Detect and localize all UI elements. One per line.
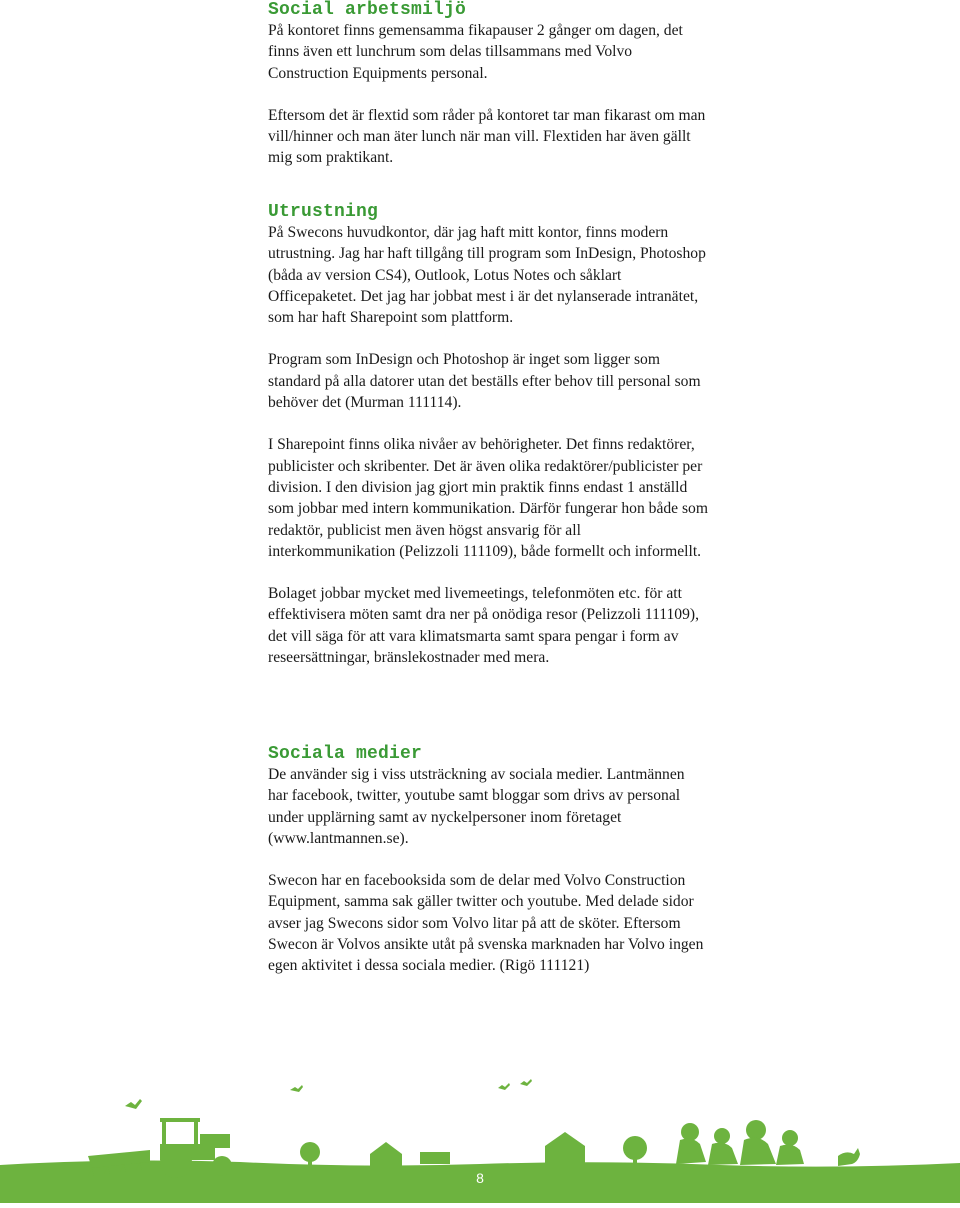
paragraph: På Swecons huvudkontor, där jag haft mitt kontor, finns modern utrustning. Jag har haft tillgång till program som InDesign, Photoshop (båda av version CS4), Outlook, Lotus Notes och såklart Officepaketet. Det jag har jobbat mest i är det nylanserade intranätet, som har haft Sharepoint som plattform. <box>268 224 706 327</box>
section-heading: Utrustning <box>268 202 379 222</box>
paragraph: Swecon har en facebooksida som de delar med Volvo Construction Equipment, samma sak gäller twitter och youtube. Med delade sidor avser jag Swecons sidor som Volvo litar på att de sköter. Eftersom Swecon är Volvos ansikte utåt på svenska marknaden har Volvo ingen egen aktivitet i dessa sociala medier. (Rigö 111121) <box>268 872 704 975</box>
paragraph: I Sharepoint finns olika nivåer av behörigheter. Det finns redaktörer, publicister och skribenter. Det är även olika redaktörer/publicister per division. I den division jag gjort min praktik finns endast 1 anställd som jobbar med intern kommunikation. Därför fungerar hon både som redaktör, publicist men även högst ansvarig för all interkommunikation (Pelizzoli 111109), både formellt och informellt. <box>268 436 708 560</box>
paragraph: Eftersom det är flextid som råder på kontoret tar man fikarast om man vill/hinner och man äter lunch när man vill. Flextiden har även gällt mig som praktikant. <box>268 106 706 167</box>
section-heading: Sociala medier <box>268 744 423 764</box>
paragraph: Program som InDesign och Photoshop är inget som ligger som standard på alla datorer utan det beställs efter behov till personal som behöver det (Murman 111114). <box>268 351 701 412</box>
paragraph: På kontoret finns gemensamma fikapauser 2 gånger om dagen, det finns även ett lunchrum som delas tillsammans med Volvo Construction Equipments personal. <box>268 22 683 82</box>
paragraph: De använder sig i viss utsträckning av sociala medier. Lantmännen har facebook, twitter, youtube samt bloggar som drivs av personal under upplärning samt av nyckelpersoner inom företaget (www.lantmannen.se). <box>268 766 685 847</box>
section-sociala-medier <box>268 744 708 977</box>
page-number: 8 <box>476 1170 484 1186</box>
paragraph: Bolaget jobbar mycket med livemeetings, telefonmöten etc. för att effektivisera möten samt dra ner på onödiga resor (Pelizzoli 111109), det vill säga för att vara klimatsmarta samt spara pengar i form av reseersättningar, bränslekostnader med mera. <box>268 585 699 667</box>
section-utrustning <box>268 202 708 668</box>
section-heading: Social arbetsmiljö <box>268 0 467 20</box>
section-social-arbetsmiljo <box>268 0 708 169</box>
